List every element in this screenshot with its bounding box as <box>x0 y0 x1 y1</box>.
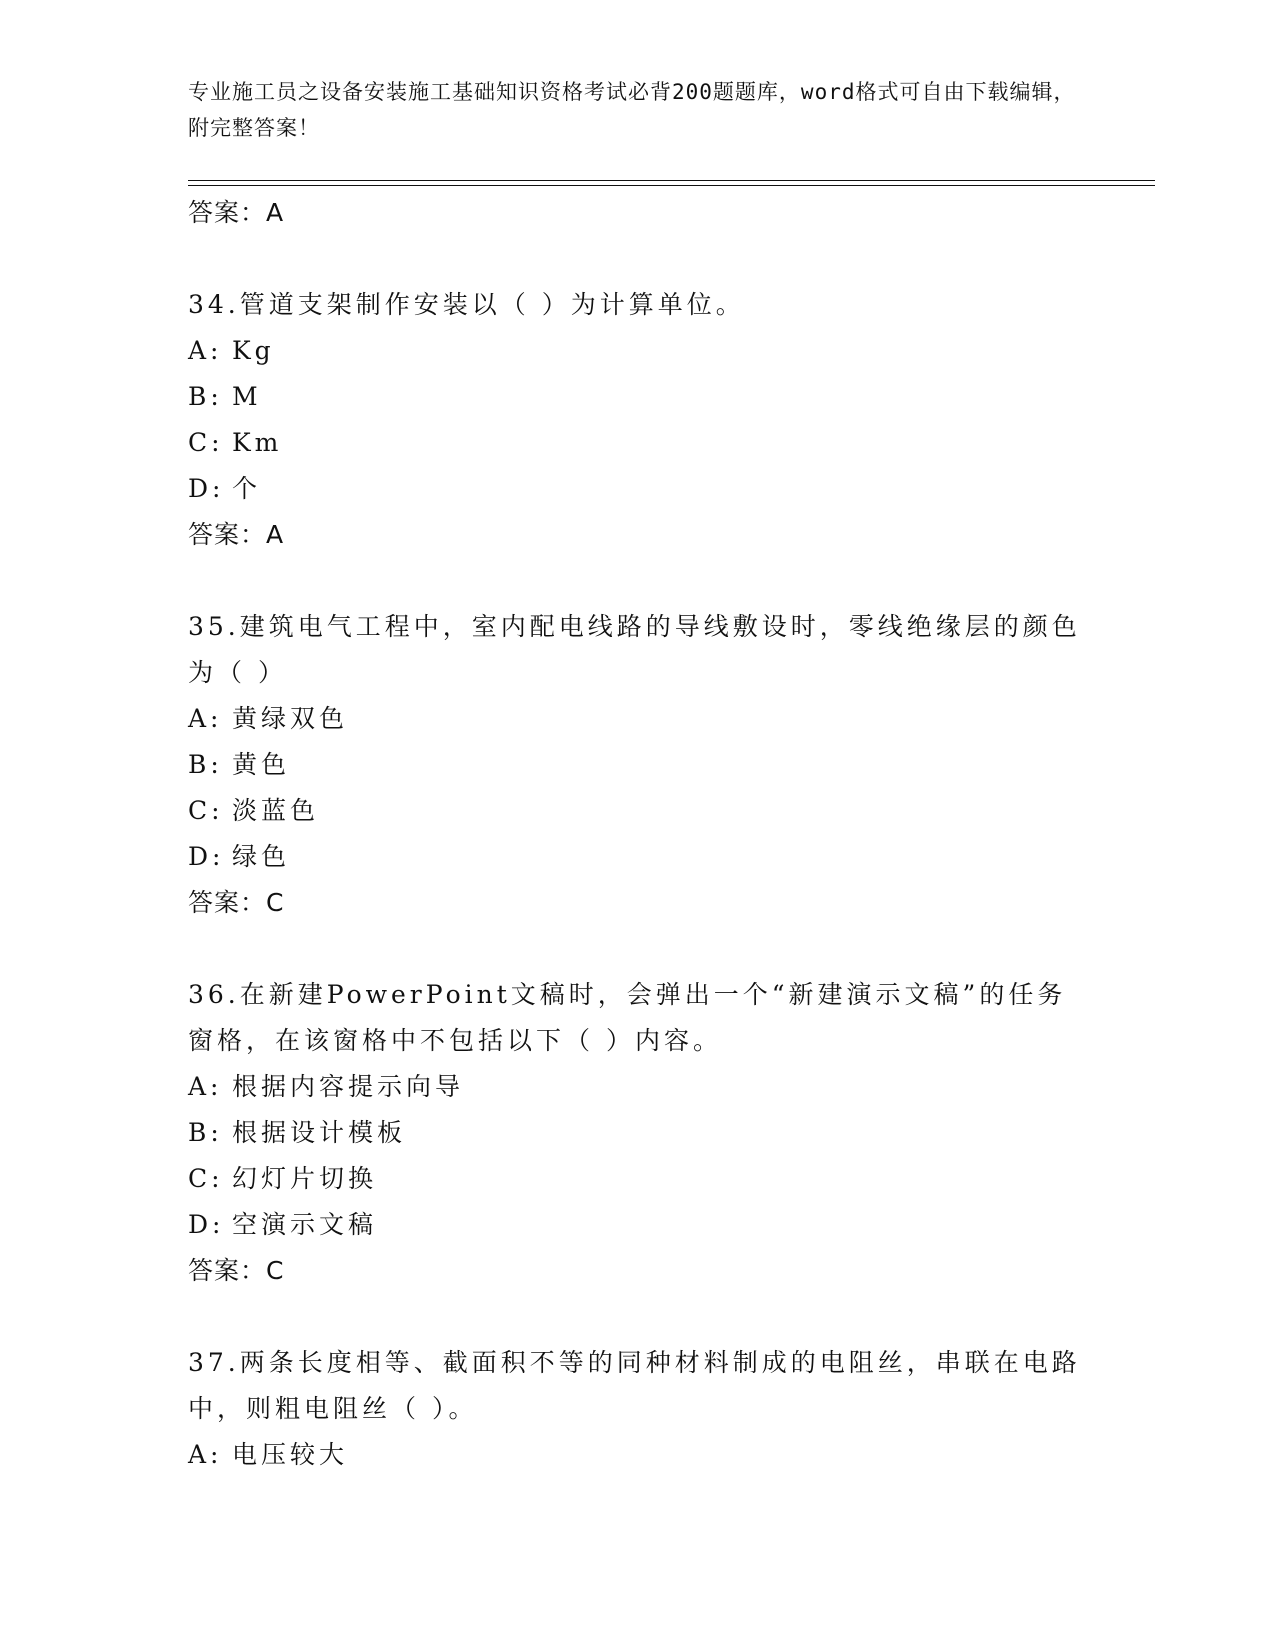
option-letter: D: <box>188 842 225 871</box>
option-a <box>188 696 1088 742</box>
option-text: 根据设计模板 <box>232 1118 407 1147</box>
option-text: 黄绿双色 <box>232 704 349 733</box>
option-text: Km <box>232 428 283 457</box>
option-c <box>188 420 1088 466</box>
question-36 <box>188 972 1088 1294</box>
document-header: 专业施工员之设备安装施工基础知识资格考试必背200题题库，word格式可自由下载编辑，附完整答案！ <box>188 80 1076 140</box>
option-text: 绿色 <box>232 842 291 871</box>
option-d <box>188 834 1088 880</box>
option-a <box>188 1064 1088 1110</box>
option-text: 黄色 <box>232 750 291 779</box>
option-text: 淡蓝色 <box>232 796 320 825</box>
option-b <box>188 742 1088 788</box>
answer-line: 答案：C <box>188 1256 285 1285</box>
header-rule-top <box>188 180 1155 181</box>
answer-line: 答案：C <box>188 888 285 917</box>
option-letter: B: <box>188 1118 223 1147</box>
option-c <box>188 788 1088 834</box>
option-text: 幻灯片切换 <box>232 1164 378 1193</box>
question-text: 35.建筑电气工程中，室内配电线路的导线敷设时，零线绝缘层的颜色为（ ） <box>188 612 1081 687</box>
option-a <box>188 328 1088 374</box>
option-letter: A: <box>188 1440 223 1469</box>
option-letter: D: <box>188 474 225 503</box>
option-b <box>188 374 1088 420</box>
option-letter: B: <box>188 382 223 411</box>
option-letter: C: <box>188 428 224 457</box>
option-text: 个 <box>232 474 262 503</box>
option-letter: D: <box>188 1210 225 1239</box>
option-letter: A: <box>188 704 223 733</box>
option-text: M <box>232 382 262 411</box>
option-letter: A: <box>188 1072 223 1101</box>
question-37 <box>188 1340 1088 1478</box>
option-text: 根据内容提示向导 <box>232 1072 465 1101</box>
question-list <box>188 190 1088 1478</box>
option-c <box>188 1156 1088 1202</box>
question-text: 34.管道支架制作安装以（ ）为计算单位。 <box>188 290 745 319</box>
option-a <box>188 1432 1088 1478</box>
option-letter: B: <box>188 750 223 779</box>
option-d <box>188 466 1088 512</box>
option-text: Kg <box>232 336 275 365</box>
question-34 <box>188 282 1088 558</box>
answer-line: 答案：A <box>188 198 285 227</box>
question-35 <box>188 604 1088 926</box>
option-text: 空演示文稿 <box>232 1210 378 1239</box>
option-b <box>188 1110 1088 1156</box>
answer-line: 答案：A <box>188 520 285 549</box>
option-d <box>188 1202 1088 1248</box>
question-text: 36.在新建PowerPoint文稿时，会弹出一个“新建演示文稿”的任务窗格，在该窗格中不包括以下（ ）内容。 <box>188 980 1067 1055</box>
question-text: 37.两条长度相等、截面积不等的同种材料制成的电阻丝，串联在电路中，则粗电阻丝（ ）。 <box>188 1348 1081 1423</box>
option-letter: C: <box>188 1164 224 1193</box>
header-rule-bottom <box>188 185 1155 186</box>
option-text: 电压较大 <box>232 1440 349 1469</box>
option-letter: A: <box>188 336 223 365</box>
option-letter: C: <box>188 796 224 825</box>
